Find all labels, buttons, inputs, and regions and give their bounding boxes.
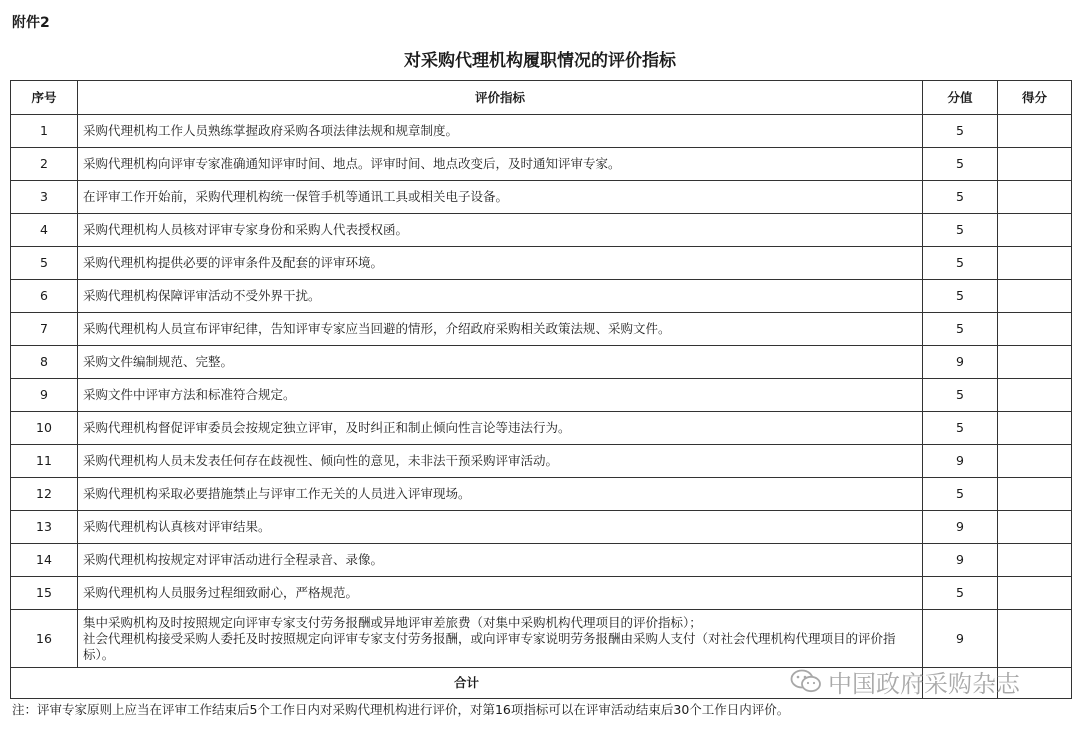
row-got-cell — [998, 313, 1072, 346]
table-row — [11, 412, 1072, 445]
table-row — [11, 148, 1072, 181]
row-num: 10 — [11, 412, 78, 445]
row-num: 16 — [11, 610, 78, 668]
table-row — [11, 313, 1072, 346]
row-got-cell — [998, 115, 1072, 148]
table-row — [11, 115, 1072, 148]
table-row — [11, 577, 1072, 610]
attachment-label: 附件2 — [12, 15, 50, 31]
row-indicator: 采购代理机构人员服务过程细致耐心，严格规范。 — [78, 577, 923, 610]
row-num: 7 — [11, 313, 78, 346]
row-got-cell — [998, 346, 1072, 379]
row-got-cell — [998, 181, 1072, 214]
row-num: 6 — [11, 280, 78, 313]
row-score: 5 — [923, 214, 998, 247]
page-title: 对采购代理机构履职情况的评价指标 — [404, 51, 676, 71]
row-score: 5 — [923, 148, 998, 181]
row16-line1: 集中采购机构及时按照规定向评审专家支付劳务报酬或异地评审差旅费（对集中采购机构代理项目的评价指标）； — [83, 614, 702, 630]
row-num: 8 — [11, 346, 78, 379]
row-got-cell — [998, 379, 1072, 412]
row-indicator — [78, 610, 923, 668]
table-row — [11, 214, 1072, 247]
row-indicator: 采购代理机构向评审专家准确通知评审时间、地点。评审时间、地点改变后，及时通知评审专家。 — [78, 148, 923, 181]
row-got-cell — [998, 478, 1072, 511]
row-num: 14 — [11, 544, 78, 577]
total-label: 合计 — [11, 668, 923, 699]
row-got-cell — [998, 445, 1072, 478]
row-score: 5 — [923, 577, 998, 610]
row-indicator: 采购代理机构人员核对评审专家身份和采购人代表授权函。 — [78, 214, 923, 247]
header-num: 序号 — [11, 81, 78, 115]
row-got-cell — [998, 610, 1072, 668]
row-score: 9 — [923, 511, 998, 544]
row-score: 5 — [923, 478, 998, 511]
row-score: 9 — [923, 445, 998, 478]
row-got-cell — [998, 511, 1072, 544]
header-score: 分值 — [923, 81, 998, 115]
row-num: 12 — [11, 478, 78, 511]
row-num: 1 — [11, 115, 78, 148]
row-got-cell — [998, 148, 1072, 181]
row-got-cell — [998, 412, 1072, 445]
table-row — [11, 181, 1072, 214]
row-indicator: 采购代理机构人员宣布评审纪律，告知评审专家应当回避的情形，介绍政府采购相关政策法规、采购文件。 — [78, 313, 923, 346]
row-indicator: 采购文件中评审方法和标准符合规定。 — [78, 379, 923, 412]
row-num: 4 — [11, 214, 78, 247]
header-indicator: 评价指标 — [78, 81, 923, 115]
table-row-16 — [11, 610, 1072, 668]
footnote: 注：评审专家原则上应当在评审工作结束后5个工作日内对采购代理机构进行评价，对第16项指标可以在评审活动结束后30个工作日内评价。 — [12, 702, 790, 717]
row-indicator: 采购代理机构采取必要措施禁止与评审工作无关的人员进入评审现场。 — [78, 478, 923, 511]
row-indicator: 采购代理机构按规定对评审活动进行全程录音、录像。 — [78, 544, 923, 577]
row-score: 5 — [923, 412, 998, 445]
row-num: 11 — [11, 445, 78, 478]
row16-line2: 社会代理机构接受采购人委托及时按照规定向评审专家支付劳务报酬，或向评审专家说明劳务报酬由采购人支付（对社会代理机构代理项目的评价指标）。 — [83, 630, 896, 662]
table-header-row — [11, 81, 1072, 115]
row-indicator: 采购代理机构认真核对评审结果。 — [78, 511, 923, 544]
row-indicator: 采购代理机构工作人员熟练掌握政府采购各项法律法规和规章制度。 — [78, 115, 923, 148]
row-num: 13 — [11, 511, 78, 544]
row-indicator: 在评审工作开始前，采购代理机构统一保管手机等通讯工具或相关电子设备。 — [78, 181, 923, 214]
row-score: 5 — [923, 280, 998, 313]
row-got-cell — [998, 214, 1072, 247]
row-num: 2 — [11, 148, 78, 181]
watermark-text: 中国政府采购杂志 — [828, 669, 1020, 698]
row-score: 9 — [923, 610, 998, 668]
row-got-cell — [998, 577, 1072, 610]
row-score: 9 — [923, 346, 998, 379]
row-got-cell — [998, 544, 1072, 577]
row-indicator: 采购文件编制规范、完整。 — [78, 346, 923, 379]
table-row — [11, 379, 1072, 412]
header-got: 得分 — [998, 81, 1072, 115]
row-score: 9 — [923, 544, 998, 577]
table-row — [11, 247, 1072, 280]
row-score: 5 — [923, 313, 998, 346]
table-row — [11, 346, 1072, 379]
evaluation-table — [10, 80, 1072, 699]
row-num: 9 — [11, 379, 78, 412]
table-row — [11, 445, 1072, 478]
table-row — [11, 280, 1072, 313]
row-num: 3 — [11, 181, 78, 214]
wechat-icon — [790, 668, 822, 694]
row-indicator: 采购代理机构督促评审委员会按规定独立评审，及时纠正和制止倾向性言论等违法行为。 — [78, 412, 923, 445]
table-row — [11, 511, 1072, 544]
row-num: 5 — [11, 247, 78, 280]
watermark — [790, 666, 1052, 696]
row-score: 5 — [923, 379, 998, 412]
table-row — [11, 478, 1072, 511]
row-got-cell — [998, 280, 1072, 313]
row-score: 5 — [923, 115, 998, 148]
row-indicator: 采购代理机构提供必要的评审条件及配套的评审环境。 — [78, 247, 923, 280]
row-score: 5 — [923, 181, 998, 214]
row-got-cell — [998, 247, 1072, 280]
row-num: 15 — [11, 577, 78, 610]
row-indicator: 采购代理机构保障评审活动不受外界干扰。 — [78, 280, 923, 313]
row-score: 5 — [923, 247, 998, 280]
table-row — [11, 544, 1072, 577]
row-indicator: 采购代理机构人员未发表任何存在歧视性、倾向性的意见，未非法干预采购评审活动。 — [78, 445, 923, 478]
